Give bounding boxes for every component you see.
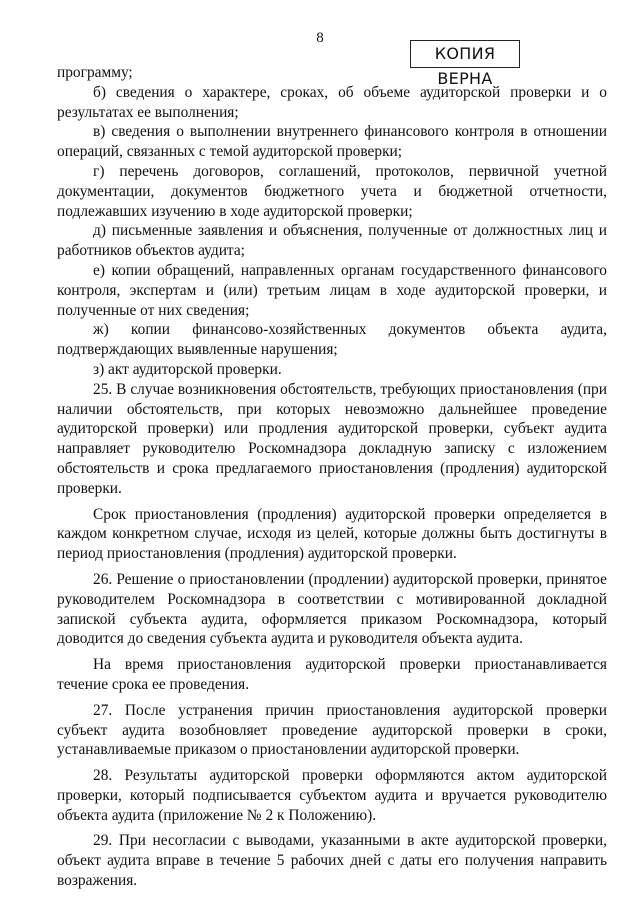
list-item-v: в) сведения о выполнении внутреннего финансового контроля в отношении операций, связанных с темой аудиторской проверки; <box>57 123 607 161</box>
copy-certified-stamp: КОПИЯ ВЕРНА <box>410 40 520 68</box>
clause-28: 28. Результаты аудиторской проверки оформляются актом аудиторской проверки, который подписывается субъектом аудита и вручается руководителю объекта аудита (приложение № 2 к Положению). <box>57 767 607 824</box>
document-body <box>57 63 607 891</box>
list-item-d: д) письменные заявления и объяснения, полученные от должностных лиц и работников объектов аудита; <box>57 222 607 260</box>
clause-27: 27. После устранения причин приостановления аудиторской проверки субъект аудита возобновляет проведение аудиторской проверки в сроки, устанавливаемые приказом о приостановлении аудиторской проверки. <box>57 701 607 759</box>
clause-26: 26. Решение о приостановлении (продлении) аудиторской проверки, принятое руководителем Роскомнадзора в соответствии с мотивированной докладной запиской субъекта аудита, оформляется приказом Роскомнадзора, который доводится до сведения субъекта аудита и руководителя объекта аудита. <box>57 570 607 648</box>
paragraph-continuation: программу; <box>57 64 133 81</box>
list-item-b: б) сведения о характере, сроках, об объеме аудиторской проверки и о результатах ее выполнения; <box>57 83 607 121</box>
list-item-zh: ж) копии финансово-хозяйственных документов объекта аудита, подтверждающих выявленные нарушения; <box>57 321 607 359</box>
clause-25-term: Срок приостановления (продления) аудиторской проверки определяется в каждом конкретном случае, исходя из целей, которые должны быть достигнуты в период приостановления (продления) аудиторской проверки. <box>57 505 607 563</box>
clause-26-suspension: На время приостановления аудиторской проверки приостанавливается течение срока ее проведения. <box>57 656 607 693</box>
page-number: 8 <box>316 30 324 46</box>
list-item-e: е) копии обращений, направленных органам государственного финансового контроля, экспертам и (или) третьим лицам в ходе аудиторской проверки, и полученные от них сведения; <box>57 261 607 319</box>
list-item-g: г) перечень договоров, соглашений, протоколов, первичной учетной документации, документов бюджетного учета и бюджетной отчетности, подлежавших изучению в ходе аудиторской проверки; <box>57 162 607 220</box>
clause-25: 25. В случае возникновения обстоятельств, требующих приостановления (при наличии обстоятельств, при которых невозможно дальнейшее проведение аудиторской проверки) или продления аудиторской проверки, субъект аудита направляет руководителю Роскомнадзора докладную записку с изложением обстоятельств и срока предлагаемого приостановления (продления) аудиторской проверки. <box>57 380 607 497</box>
clause-29: 29. При несогласии с выводами, указанными в акте аудиторской проверки, объект аудита вправе в течение 5 рабочих дней с даты его получения направить возражения. <box>57 832 607 890</box>
list-item-z: з) акт аудиторской проверки. <box>93 360 282 378</box>
